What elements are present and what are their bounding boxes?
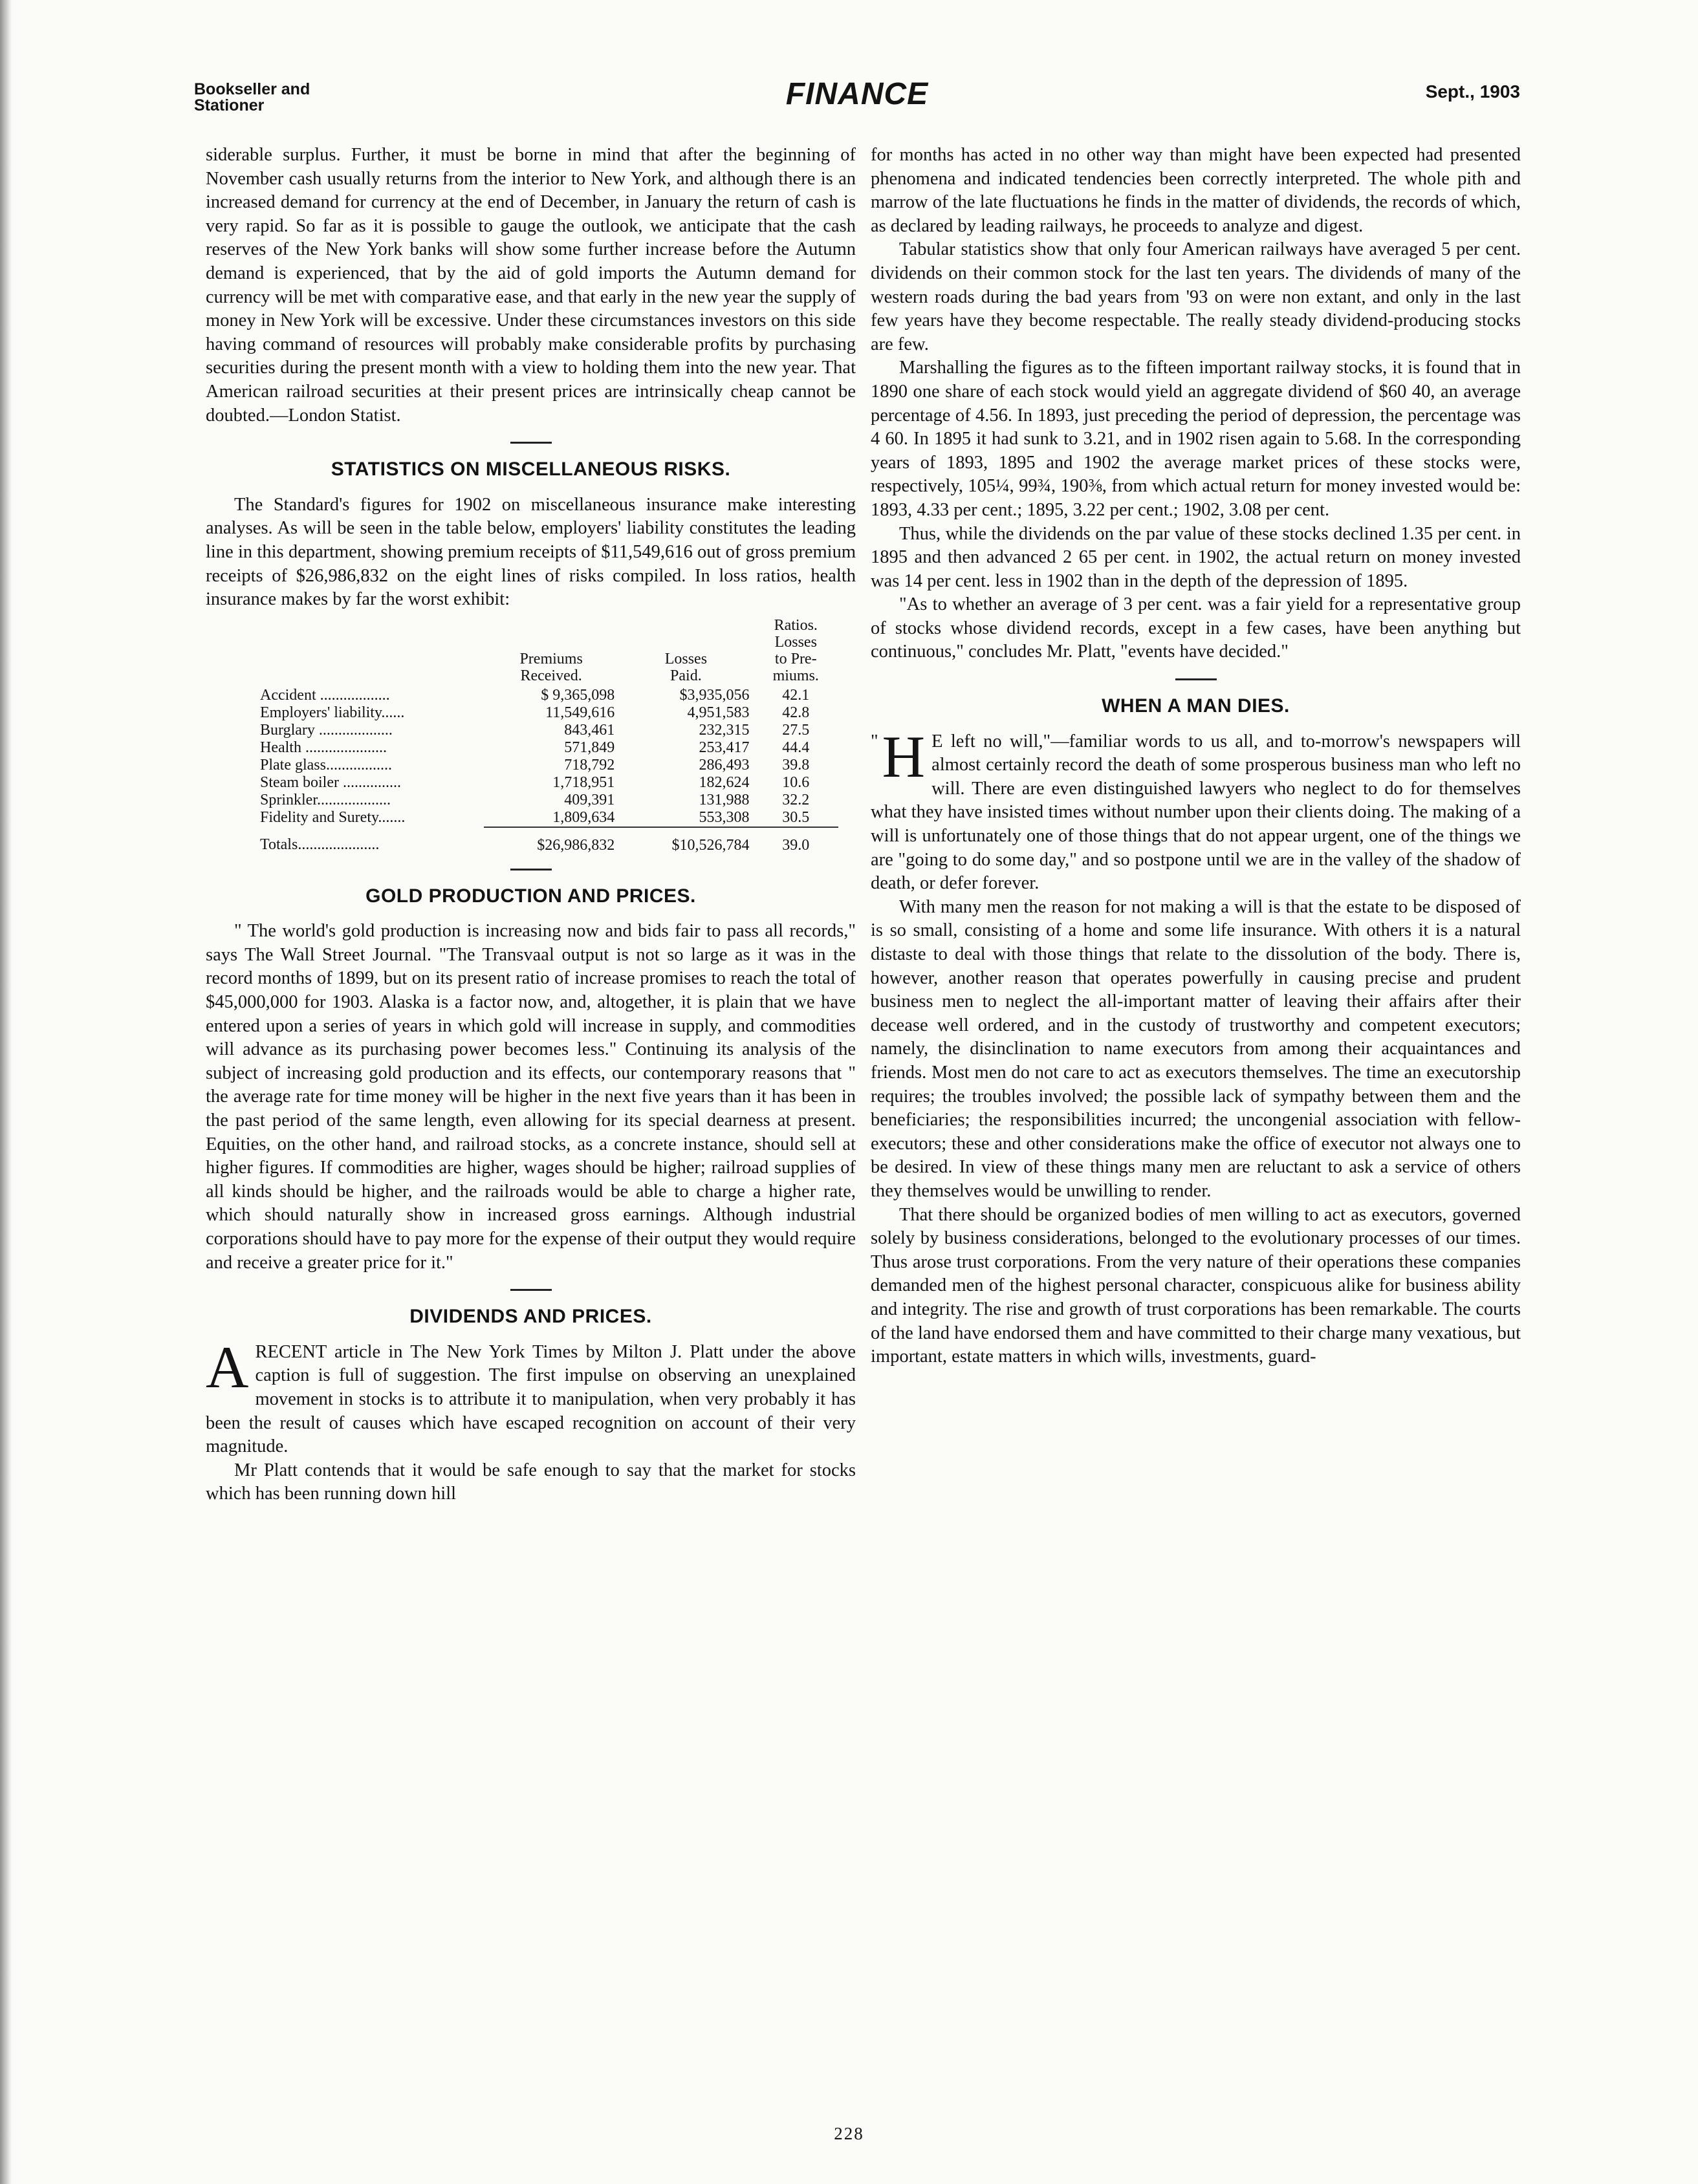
risk-losses: 286,493 <box>699 756 750 773</box>
man-dies-paragraph-1 <box>871 723 1521 896</box>
dividends-paragraph-1-text: RECENT article in The New York Times by Milton J. Platt under the above caption is full of suggestion. The first impulse on observing an unexplained movement in stocks is to attribute it to manipulation, when very probably it has been the result of causes which have escaped recognition on account of their very magnitude. <box>206 1341 856 1457</box>
risks-totals-row <box>256 827 838 854</box>
risk-premiums: 409,391 <box>564 791 615 808</box>
table-row <box>256 757 838 774</box>
man-dies-dropcap: H <box>882 723 926 790</box>
risk-label: Steam boiler ............... <box>260 773 401 791</box>
totals-premiums: $26,986,832 <box>484 827 618 854</box>
risk-label: Fidelity and Surety....... <box>260 809 406 827</box>
risks-table <box>256 617 838 854</box>
gold-section <box>206 885 856 1275</box>
dividends-cont-paragraph-2: Tabular statistics show that only four American railways have averaged 5 per cent. dividends on their common stock for the last ten years. The dividends of many of the western roads during the bad years from '93 on were non extant, and only in the last few years have they become respectable. The really steady dividend-producing stocks are few. <box>871 239 1521 354</box>
intro-paragraph: siderable surplus. Further, it must be borne in mind that after the beginning of November cash usually returns from the interior to New York, and although there is an increased demand for currency at the end of December, in January the return of cash is very rapid. So far as it is possible to gauge the outlook, we anticipate that the cash reserves of the New York banks will show some further increase before the Autumn demand is experienced, that by the aid of gold imports the Autumn demand for currency will be met with comparative ease, and that early in the new year the supply of money in New York will be excessive. Under these circumstances investors on this side having command of resources will probably make considerable profits by purchasing securities during the present month with a view to holding them into the new year. That American railroad securities at their present prices are intrinsically cheap cannot be doubted.—London Statist. <box>206 145 856 426</box>
risk-premiums: 571,849 <box>564 739 615 756</box>
page-number: 228 <box>834 2124 864 2143</box>
table-row <box>256 809 838 827</box>
dividends-paragraph-2: Mr Platt contends that it would be safe enough to say that the market for stocks which has been running down hill <box>206 1460 856 1504</box>
section-divider <box>510 442 552 444</box>
risks-table-body <box>256 687 838 827</box>
section-divider <box>510 1289 552 1291</box>
right-column <box>871 144 1521 1369</box>
section-divider <box>1175 678 1217 680</box>
dividends-section <box>206 1305 856 1506</box>
man-dies-paragraph-3: That there should be organized bodies of men willing to act as executors, governed solely by business considerations, belonged to the evolutionary processes of our times. Thus arose trust corporations. From the very nature of their operations these companies demanded men of the highest personal character, conspicuous alike for business ability and integrity. The rise and growth of trust corporations has been remarkable. The courts of the land have endorsed them and have committed to their charge many vexatious, but important, estate matters in which wills, investments, guard- <box>871 1204 1521 1367</box>
risk-ratio: 42.8 <box>782 704 810 721</box>
risk-premiums: 843,461 <box>564 721 615 739</box>
risk-losses: 182,624 <box>699 773 750 791</box>
man-dies-paragraph-2: With many men the reason for not making a will is that the estate to be disposed of is so small, consisting of a home and some life insurance. With others it is a natural distaste to deal with those things that relate to the dissolution of the body. There is, however, another reason that operates powerfully in causing precise and prudent business men to neglect the all-important matter of leaving their affairs after their decease well ordered, and in the custody of trustworthy and competent executors; namely, the disinclination to name executors from among their acquaintances and friends. Most men do not care to act as executors themselves. The time an executorship requires; the troubles involved; the possible lack of sympathy between them and the beneficiaries; the responsibilities incurred; the uncongenial association with fellow-executors; these and other considerations make the office of executor not always one to be desired. In view of these things many men are reluctant to ask a service of others they themselves would be unwilling to render. <box>871 896 1521 1201</box>
dividends-heading: DIVIDENDS AND PRICES. <box>409 1306 652 1328</box>
risk-premiums: 1,718,951 <box>552 773 615 791</box>
risk-label: Accident .................. <box>260 686 390 704</box>
statistics-paragraph: The Standard's figures for 1902 on miscellaneous insurance make interesting analyses. As will be seen in the table below, employers' liability constitutes the leading line in this department, showing premium receipts of $11,549,616 out of gross premium receipts of $26,986,832 on the eight lines of risks compiled. In loss ratios, health insurance makes by far the worst exhibit: <box>206 494 856 610</box>
totals-label: Totals..................... <box>260 836 380 854</box>
totals-losses: $10,526,784 <box>618 827 753 854</box>
left-column <box>206 144 856 1506</box>
risk-label: Plate glass................. <box>260 756 392 773</box>
statistics-section <box>206 458 856 854</box>
man-dies-heading: WHEN A MAN DIES. <box>1102 695 1290 717</box>
table-row <box>256 722 838 739</box>
risk-losses: 4,951,583 <box>687 704 750 721</box>
risk-ratio: 30.5 <box>782 808 810 826</box>
risk-label: Sprinkler................... <box>260 791 391 808</box>
table-row <box>256 739 838 757</box>
publication-name: Bookseller and Stationer <box>194 80 310 114</box>
table-row <box>256 774 838 792</box>
table-row <box>256 792 838 809</box>
gold-paragraph: " The world's gold production is increasing now and bids fair to pass all records," says The Wall Street Journal. "The Transvaal output is not so large as it was in the record months of 1899, but on its present ratio of increase promises to reach the total of $45,000,000 for 1903. Alaska is a factor now, and, altogether, it is plain that we have entered upon a series of years in which gold will increase in supply, and commodities will advance as its purchasing power becomes less." Continuing its analysis of the subject of increasing gold production and its effects, our contemporary reasons that " the average rate for time money will be higher in the next five years than it has been in the past period of the same length, even allowing for its special dearness at present. Equities, on the other hand, and railroad stocks, as a concrete instance, should sell at higher figures. If commodities are higher, wages should be higher; railroad supplies of all kinds should be higher, and the railroads would be able to charge a higher rate, which should naturally show in increased gross earnings. Although industrial corporations should have to pay more for the expense of their output they would require and receive a greater price for it." <box>206 921 856 1273</box>
risk-ratio: 44.4 <box>782 739 810 756</box>
dividends-cont-paragraph-4: Thus, while the dividends on the par value of these stocks declined 1.35 per cent. in 1895 and then advanced 2 65 per cent. in 1902, the actual return on money invested was 14 per cent. less in 1902 than in the depth of the depression of 1895. <box>871 523 1521 591</box>
dividends-cont-paragraph-3: Marshalling the figures as to the fifteen important railway stocks, it is found that in 1890 one share of each stock would yield an aggregate dividend of $60 40, an average percentage of 4.56. In 1893, just preceding the period of depression, the percentage was 4 60. In 1895 it had sunk to 3.21, and in 1902 risen again to 5.68. In the corresponding years of 1893, 1895 and 1902 the average market prices of these stocks were, respectively, 105¼, 99¾, 190⅜, from which actual return for money invested would be: 1893, 4.33 per cent.; 1895, 3.22 per cent.; 1902, 3.08 per cent. <box>871 358 1521 520</box>
risk-losses: 253,417 <box>699 739 750 756</box>
table-row <box>256 687 838 704</box>
gold-heading: GOLD PRODUCTION AND PRICES. <box>365 885 696 907</box>
risk-premiums: $ 9,365,098 <box>541 686 615 704</box>
risk-ratio: 27.5 <box>782 721 810 739</box>
risk-label: Burglary ................... <box>260 721 393 739</box>
man-dies-lead-quote: " <box>871 731 878 751</box>
risk-label: Health ..................... <box>260 739 387 756</box>
risks-col-premiums: Premiums Received. <box>519 650 583 684</box>
binding-edge <box>0 0 12 2184</box>
risks-col-ratios: Ratios. Losses to Pre- miums. <box>772 616 819 684</box>
risk-premiums: 718,792 <box>564 756 615 773</box>
dividends-cont-paragraph-1: for months has acted in no other way than might have been expected had presented phenomena and indicated tendencies been correctly interpreted. The whole pith and marrow of the late fluctuations he finds in the matter of dividends, the records of which, as declared by leading railways, he proceeds to analyze and digest. <box>871 145 1521 236</box>
table-row <box>256 704 838 722</box>
man-dies-section <box>871 695 1521 1369</box>
risks-table-header <box>256 617 838 687</box>
risk-ratio: 32.2 <box>782 791 810 808</box>
risks-col-losses: Losses Paid. <box>664 650 708 684</box>
issue-date: Sept., 1903 <box>1425 81 1520 102</box>
dividends-cont-paragraph-5: "As to whether an average of 3 per cent. was a fair yield for a representative group of stocks whose dividend records, except in a few cases, have been anything but continuous," concludes Mr. Platt, "events have decided." <box>871 594 1521 662</box>
risk-label: Employers' liability...... <box>260 704 405 721</box>
risk-ratio: 39.8 <box>782 756 810 773</box>
risk-losses: $3,935,056 <box>679 686 750 704</box>
dividends-paragraph-1 <box>206 1334 856 1459</box>
risk-ratio: 42.1 <box>782 686 810 704</box>
risks-col-label <box>256 617 484 687</box>
man-dies-paragraph-1-text: E left no will,"—familiar words to us all, and to-morrow's newspapers will almost certainly record the death of some prosperous business man who left no will. There are even distinguished lawyers who neglect to do for themselves what they have insisted times without number upon their clients doing. The making of a will is unfortunately one of those things that do not appear urgent, one of the things we are "going to do some day," and so postpone until we are in the valley of the shadow of death, or defer forever. <box>871 731 1521 894</box>
section-title: FINANCE <box>785 77 929 111</box>
section-divider <box>510 869 552 870</box>
dividends-dropcap: A <box>206 1334 249 1400</box>
risk-premiums: 1,809,634 <box>552 808 615 826</box>
risk-losses: 131,988 <box>699 791 750 808</box>
risk-losses: 553,308 <box>699 808 750 826</box>
totals-ratio: 39.0 <box>754 827 839 854</box>
risk-ratio: 10.6 <box>782 773 810 791</box>
risk-premiums: 11,549,616 <box>545 704 615 721</box>
risk-losses: 232,315 <box>699 721 750 739</box>
statistics-heading: STATISTICS ON MISCELLANEOUS RISKS. <box>331 459 731 481</box>
page-header <box>194 76 1520 128</box>
